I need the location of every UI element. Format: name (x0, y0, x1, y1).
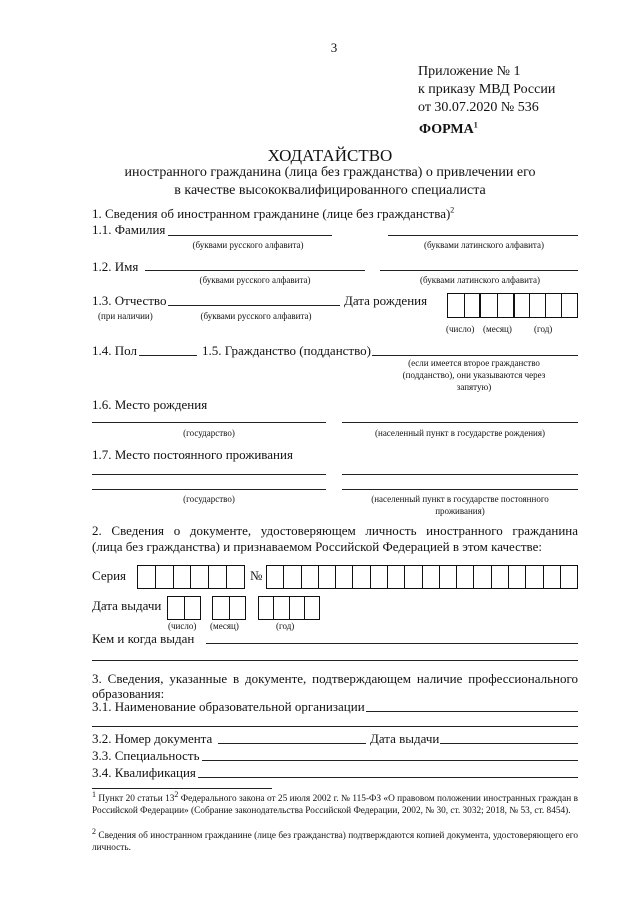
citizenship-note-3: запятую) (456, 382, 492, 392)
series-boxes[interactable] (137, 565, 245, 589)
footnote-1: $^1$ Пункт 20 статьи $13^2$ Федерального закона от 25 июля 2002 г. № 115-ФЗ «О правовом положении иностранных граждан в Российской Федерации» (Собрание законодательства Российской Федерации, 2002, № 30, ст. 3032; 2018, № 53, ст. 8454). (92, 789, 579, 816)
birthplace-label: 1.6. Место рождения (92, 397, 208, 412)
section-2-heading-2: (лица без гражданства) и признаваемом Российской Федерацией в этом качестве: (92, 539, 542, 554)
citizenship-note-2: (подданство), они указываются через (402, 370, 546, 380)
doc-issue-date-label: Дата выдачи (92, 598, 162, 613)
document-subtitle-1: иностранного гражданина (лица без гражданства) о привлечении его (124, 165, 536, 180)
surname-label: 1.1. Фамилия (92, 222, 166, 237)
surname-latin-field[interactable] (388, 235, 578, 236)
residence-state-hint: (государство) (183, 494, 235, 504)
surname-russian-hint: (буквами русского алфавита) (192, 240, 304, 250)
page-number: 3 (330, 40, 338, 55)
specialty-label: 3.3. Специальность (92, 748, 200, 763)
residence-field-1a[interactable] (92, 474, 326, 475)
name-russian-field[interactable] (145, 270, 365, 271)
edu-doc-number-field[interactable] (218, 743, 366, 744)
residence-label: 1.7. Место постоянного проживания (92, 447, 293, 462)
edu-org-field-2[interactable] (92, 726, 578, 727)
specialty-field[interactable] (202, 760, 578, 761)
qualification-label: 3.4. Квалификация (92, 765, 196, 780)
appendix-line-1: Приложение № 1 (418, 64, 521, 79)
residence-settlement-hint-2: проживания) (435, 506, 485, 516)
patronymic-note: (при наличии) (98, 311, 153, 321)
edu-issue-date-field[interactable] (440, 743, 578, 744)
birthplace-settlement-field[interactable] (342, 422, 578, 423)
name-latin-hint: (буквами латинского алфавита) (420, 275, 540, 285)
document-subtitle-2: в качестве высококвалифицированного специалиста (174, 183, 486, 198)
footnote-2: $^2$ Сведения об иностранном гражданине (лице без гражданства) подтверждаются копией документа, удостоверяющего его личность. (92, 826, 578, 853)
citizenship-note-1: (если имеется второе гражданство (408, 358, 540, 368)
edu-doc-number-label: 3.2. Номер документа (92, 731, 213, 746)
residence-field-1b[interactable] (342, 474, 578, 475)
section-3-heading-2: образования: (92, 686, 165, 701)
surname-russian-field[interactable] (168, 235, 332, 236)
edu-org-field[interactable] (366, 711, 578, 712)
birth-date-label: Дата рождения (344, 293, 428, 308)
series-label: Серия (92, 568, 127, 583)
doc-issue-year-boxes[interactable] (258, 596, 320, 620)
number-boxes[interactable] (266, 565, 578, 589)
birth-month-boxes[interactable] (479, 293, 515, 318)
appendix-line-2: к приказу МВД России (418, 82, 556, 97)
name-label: 1.2. Имя (92, 259, 139, 274)
footnote-separator (92, 788, 272, 789)
residence-settlement-hint-1: (населенный пункт в государстве постоянного (371, 494, 549, 504)
section-2-heading-1: 2. Сведения о документе, удостоверяющем личность иностранного гражданина (92, 523, 578, 538)
sex-label: 1.4. Пол (92, 343, 137, 358)
birthplace-settlement-hint: (населенный пункт в государстве рождения) (375, 428, 545, 438)
name-russian-hint: (буквами русского алфавита) (199, 275, 311, 285)
birth-day-boxes[interactable] (447, 293, 481, 318)
residence-state-field[interactable] (92, 489, 326, 490)
birth-year-boxes[interactable] (513, 293, 578, 318)
patronymic-field[interactable] (168, 305, 340, 306)
qualification-field[interactable] (198, 777, 578, 778)
issued-by-label: Кем и когда выдан (92, 631, 195, 646)
issued-by-field-2[interactable] (92, 660, 578, 661)
appendix-line-3: от 30.07.2020 № 536 (418, 100, 539, 115)
section-1-heading: 1. Сведения об иностранном гражданине (лице без гражданства)$^2$ (92, 205, 455, 221)
form-label: ФОРМА$^1$ (419, 120, 478, 137)
doc-issue-day-hint: (число) (168, 621, 197, 631)
doc-issue-year-hint: (год) (276, 621, 295, 631)
surname-latin-hint: (буквами латинского алфавита) (424, 240, 544, 250)
sex-field[interactable] (139, 355, 197, 356)
doc-issue-month-boxes[interactable] (212, 596, 246, 620)
residence-settlement-field[interactable] (342, 489, 578, 490)
edu-org-label: 3.1. Наименование образовательной организации (92, 699, 365, 714)
birth-year-hint: (год) (534, 324, 553, 334)
edu-issue-date-label: Дата выдачи (370, 731, 440, 746)
doc-issue-month-hint: (месяц) (210, 621, 239, 631)
birthplace-state-hint: (государство) (183, 428, 235, 438)
doc-issue-day-boxes[interactable] (167, 596, 201, 620)
patronymic-label: 1.3. Отчество (92, 293, 167, 308)
document-title: ХОДАТАЙСТВО (267, 146, 393, 165)
citizenship-label: 1.5. Гражданство (подданство) (202, 343, 371, 358)
issued-by-field[interactable] (206, 643, 578, 644)
birth-month-hint: (месяц) (483, 324, 512, 334)
section-3-heading-1: 3. Сведения, указанные в документе, подтверждающем наличие профессионального (92, 671, 578, 686)
number-label: № (250, 568, 263, 583)
birth-day-hint: (число) (446, 324, 475, 334)
citizenship-field[interactable] (372, 355, 578, 356)
patronymic-hint: (буквами русского алфавита) (200, 311, 312, 321)
name-latin-field[interactable] (380, 270, 578, 271)
birthplace-state-field[interactable] (92, 422, 326, 423)
